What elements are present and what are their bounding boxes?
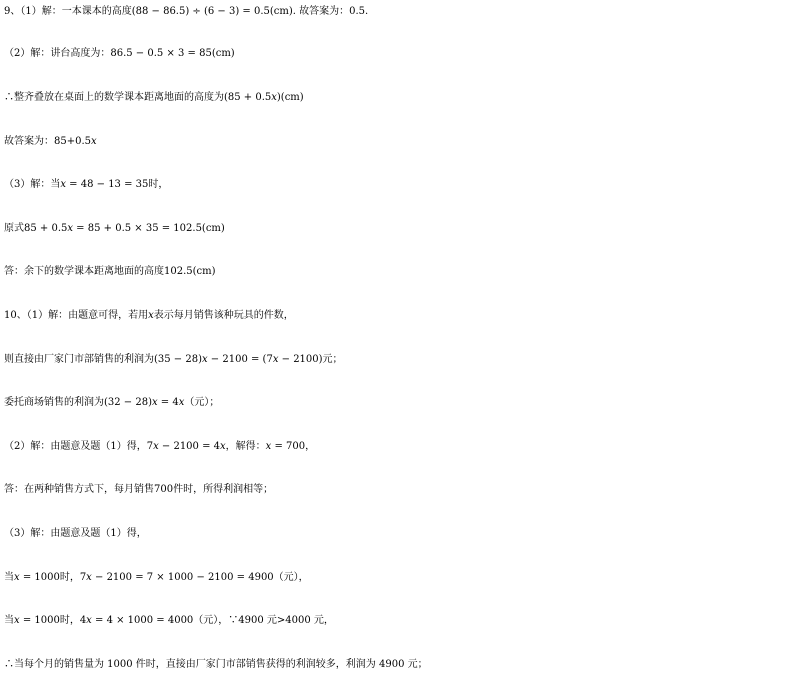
solution-line-q10-consign-profit: 委托商场销售的利润为(32 − 28)𝑥 = 4𝑥（元）；: [4, 397, 220, 408]
solution-line-q10-part3: （3）解：由题意及题（1）得，: [4, 528, 147, 539]
solution-line-q10-conclusion: ∴当每个月的销售量为 1000 件时，直接由厂家门市部销售获得的利润较多，利润为 4900 元；: [4, 659, 428, 670]
solution-line-q9-height-expression: ∴整齐叠放在桌面上的数学课本距离地面的高度为(85 + 0.5𝑥)(cm): [4, 92, 304, 103]
solution-line-q9-part2: （2）解：讲台高度为：86.5 − 0.5 × 3 = 85(cm): [4, 48, 235, 59]
solution-line-q9-final-answer: 答：余下的数学课本距离地面的高度102.5(cm): [4, 266, 216, 277]
solution-line-q10-part2-answer: 答：在两种销售方式下，每月销售700件时，所得利润相等；: [4, 484, 274, 495]
solution-line-q9-part3: （3）解：当𝑥 = 48 − 13 = 35时，: [4, 179, 169, 190]
solution-line-q10-direct-calc: 当𝑥 = 1000时，7𝑥 − 2100 = 7 × 1000 − 2100 = 4900（元），: [4, 572, 309, 583]
solution-line-q10-part1: 10、（1）解：由题意可得，若用𝑥表示每月销售该种玩具的件数，: [4, 310, 294, 321]
solution-line-q10-direct-profit: 则直接由厂家门市部销售的利润为(35 − 28)𝑥 − 2100 = (7𝑥 − 2100)元；: [4, 354, 343, 365]
solution-line-q9-part1: 9、（1）解：一本课本的高度(88 − 86.5) ÷ (6 − 3) = 0.5(cm). 故答案为：0.5.: [4, 6, 369, 17]
solution-line-q9-substitution: 原式85 + 0.5𝑥 = 85 + 0.5 × 35 = 102.5(cm): [4, 223, 225, 234]
solution-line-q10-consign-calc: 当𝑥 = 1000时，4𝑥 = 4 × 1000 = 4000（元），∵4900 元>4000 元，: [4, 615, 334, 626]
solution-line-q10-part2: （2）解：由题意及题（1）得，7𝑥 − 2100 = 4𝑥，解得：𝑥 = 700，: [4, 441, 316, 452]
solution-line-q9-answer: 故答案为：85+0.5𝑥: [4, 136, 97, 147]
